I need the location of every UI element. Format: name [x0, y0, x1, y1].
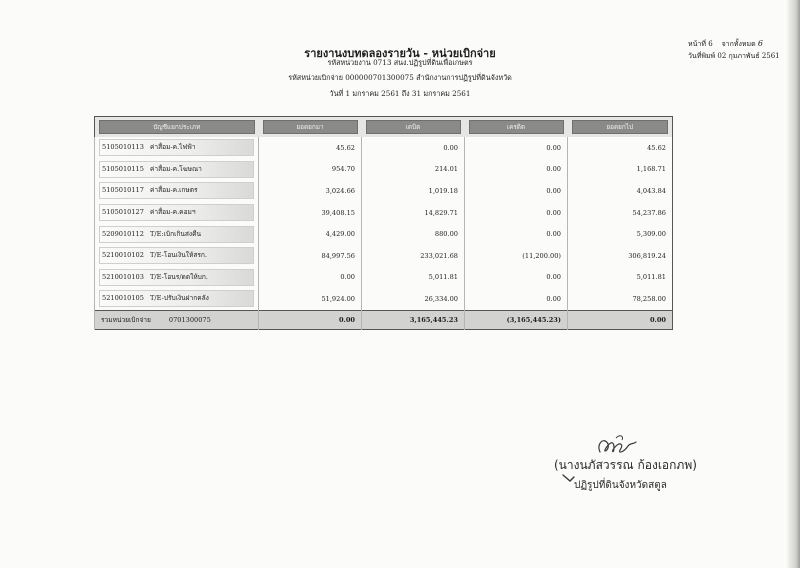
page-count-line: [688, 38, 780, 50]
credit-cell: 0.00: [465, 159, 568, 181]
account-code: 5105010113: [102, 143, 144, 152]
account-name: T/E-โอนร/ดดให้บก.: [150, 272, 208, 281]
table-row: [95, 137, 673, 159]
credit-cell: 0.00: [465, 137, 568, 159]
brought-forward-cell: 39,408.15: [259, 202, 362, 224]
debit-cell: 0.00: [362, 137, 465, 159]
table-row: [95, 245, 673, 267]
carried-forward-cell: 306,819.24: [568, 245, 673, 267]
period-line: วันที่ 1 มกราคม 2561 ถึง 31 มกราคม 2561: [329, 89, 471, 98]
brought-forward-cell: 45.62: [259, 137, 362, 159]
total-label-cell: [95, 310, 259, 329]
credit-cell: 0.00: [465, 202, 568, 224]
credit-cell: 0.00: [465, 267, 568, 289]
header-debit: เดบิต: [362, 117, 465, 138]
table-row: [95, 288, 673, 310]
header-account: บัญชีแยกประเภท: [95, 117, 259, 138]
brought-forward-cell: 3,024.66: [259, 180, 362, 202]
table-row: [95, 223, 673, 245]
agency-line: รหัสหน่วยงาน 0713 สนง.ปฏิรูปที่ดินเพื่อเกษตร: [327, 58, 473, 67]
account-name: T/E:เบิกเกินส่งคืน: [150, 229, 202, 238]
carried-forward-cell: 5,309.00: [568, 223, 673, 245]
account-cell: [95, 202, 259, 224]
report-title: รายงานงบทดลองรายวัน - หน่วยเบิกจ่าย: [304, 47, 496, 60]
total-pages: 6: [757, 39, 763, 48]
carried-forward-cell: 1,168.71: [568, 159, 673, 181]
brought-forward-cell: 84,997.56: [259, 245, 362, 267]
disbursing-unit-line: รหัสหน่วยเบิกจ่าย 000000701300075 สำนักงานการปฏิรูปที่ดินจังหวัด: [288, 73, 512, 82]
page-edge: [790, 0, 800, 568]
account-cell: [95, 288, 259, 310]
account-cell: [95, 223, 259, 245]
trial-balance-table: [94, 116, 673, 330]
brought-forward-cell: 4,429.00: [259, 223, 362, 245]
carried-forward-cell: 78,258.00: [568, 288, 673, 310]
total-brought-forward: 0.00: [259, 310, 362, 329]
account-cell: [95, 137, 259, 159]
signatory-name: (นางนภัสวรรณ ก้องเอกภพ): [554, 458, 697, 472]
table-row: [95, 180, 673, 202]
account-name: T/E-โอนเงินให้สรก.: [150, 251, 207, 260]
total-carried-forward: 0.00: [568, 310, 673, 329]
table-row: [95, 267, 673, 289]
credit-cell: (11,200.00): [465, 245, 568, 267]
total-credit: (3,165,445.23): [465, 310, 568, 329]
carried-forward-cell: 4,043.84: [568, 180, 673, 202]
account-name: ค่าสื่อม-ค.โฆษณา: [150, 164, 202, 173]
credit-cell: 0.00: [465, 223, 568, 245]
debit-cell: 880.00: [362, 223, 465, 245]
account-cell: [95, 159, 259, 181]
credit-cell: 0.00: [465, 180, 568, 202]
carried-forward-cell: 45.62: [568, 137, 673, 159]
table-header-row: [95, 117, 673, 138]
debit-cell: 214.01: [362, 159, 465, 181]
carried-forward-cell: 5,011.81: [568, 267, 673, 289]
brought-forward-cell: 51,924.00: [259, 288, 362, 310]
account-code: 5210010103: [102, 272, 144, 281]
account-cell: [95, 267, 259, 289]
header-carried-forward: ยอดยกไป: [568, 117, 673, 138]
page-number: 6: [708, 40, 713, 48]
account-code: 5210010105: [102, 294, 144, 303]
brought-forward-cell: 954.70: [259, 159, 362, 181]
header-brought-forward: ยอดยกมา: [259, 117, 362, 138]
page-info: [688, 38, 780, 62]
print-date: วันที่พิมพ์ 02 กุมภาพันธ์ 2561: [688, 52, 780, 60]
account-cell: [95, 180, 259, 202]
account-name: ค่าสื่อม-ค.ไฟฟ้า: [150, 143, 196, 152]
carried-forward-cell: 54,237.86: [568, 202, 673, 224]
account-code: 5209010112: [102, 229, 144, 238]
account-code: 5105010127: [102, 208, 144, 217]
signatory-position: ปฏิรูปที่ดินจังหวัดสตูล: [574, 480, 667, 491]
credit-cell: 0.00: [465, 288, 568, 310]
total-row: [95, 310, 673, 329]
account-code: 5105010117: [102, 186, 144, 195]
table-row: [95, 202, 673, 224]
debit-cell: 233,021.68: [362, 245, 465, 267]
header-credit: เครดิต: [465, 117, 568, 138]
debit-cell: 1,019.18: [362, 180, 465, 202]
account-name: ค่าสื่อม-ค.เกษตร: [150, 186, 198, 195]
of-label: จากทั้งหมด: [721, 40, 756, 48]
account-code: 5210010102: [102, 251, 144, 260]
account-name: ค่าสื่อม-ค.คอมฯ: [150, 208, 196, 217]
account-code: 5105010115: [102, 164, 144, 173]
debit-cell: 14,829.71: [362, 202, 465, 224]
total-label: รวมหน่วยเบิกจ่าย: [101, 316, 151, 325]
debit-cell: 26,334.00: [362, 288, 465, 310]
table-row: [95, 159, 673, 181]
total-unit-code: 0701300075: [168, 316, 211, 325]
page-label: หน้าที่: [688, 40, 706, 48]
brought-forward-cell: 0.00: [259, 267, 362, 289]
debit-cell: 5,011.81: [362, 267, 465, 289]
account-cell: [95, 245, 259, 267]
account-name: T/E-ปรับเงินฝากคลัง: [150, 294, 209, 303]
total-debit: 3,165,445.23: [362, 310, 465, 329]
